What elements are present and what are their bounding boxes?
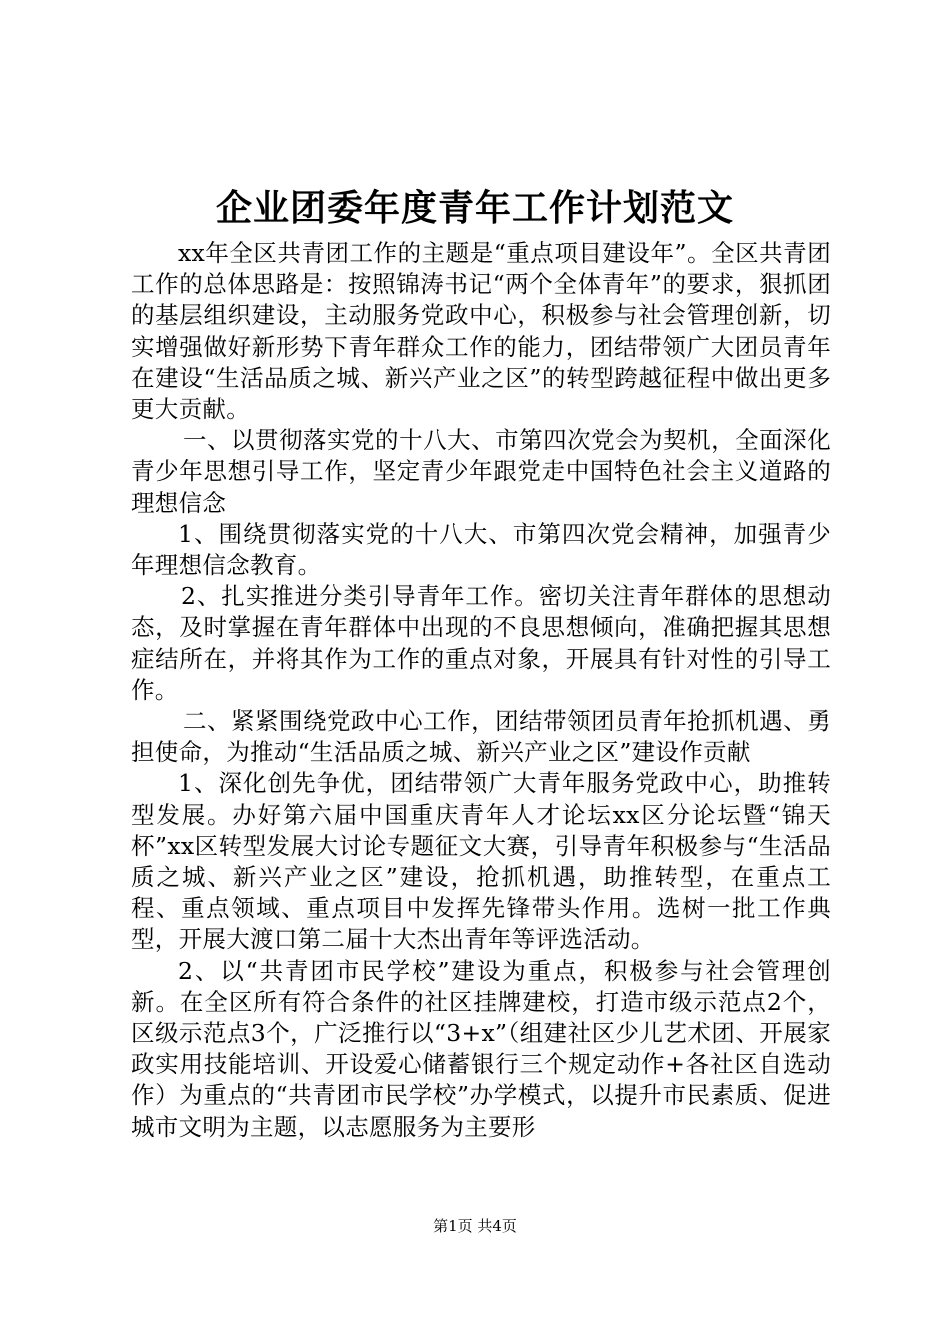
document-body [131, 238, 831, 1143]
paragraph-section-2-item-2: 2、以“共青团市民学校”建设为重点，积极参与社会管理创新。在全区所有符合条件的社区挂牌建校，打造市级示范点2个，区级示范点3个，广泛推行以“3+x”（组建社区少儿艺术团、开展家政实用技能培训、开设爱心储蓄银行三个规定动作+各社区自选动作）为重点的“共青团市民学校”办学模式，以提升市民素质、促进城市文明为主题，以志愿服务为主要形 [131, 956, 831, 1141]
paragraph-intro: xx年全区共青团工作的主题是“重点项目建设年”。全区共青团工作的总体思路是：按照锦涛书记“两个全体青年”的要求，狠抓团的基层组织建设，主动服务党政中心，积极参与社会管理创新，切实增强做好新形势下青年群众工作的能力，团结带领广大团员青年在建设“生活品质之城、新兴产业之区”的转型跨越征程中做出更多更大贡献。 [131, 239, 831, 424]
paragraph-section-1-item-2: 2、扎实推进分类引导青年工作。密切关注青年群体的思想动态，及时掌握在青年群体中出现的不良思想倾向，准确把握其思想症结所在，并将其作为工作的重点对象，开展具有针对性的引导工作。 [131, 582, 831, 704]
paragraph-section-2-item-1: 1、深化创先争优，团结带领广大青年服务党政中心，助推转型发展。办好第六届中国重庆青年人才论坛xx区分论坛暨“锦天杯”xx区转型发展大讨论专题征文大赛，引导青年积极参与“生活品质之城、新兴产业之区”建设，抢抓机遇，助推转型，在重点工程、重点领域、重点项目中发挥先锋带头作用。选树一批工作典型，开展大渡口第二届十大杰出青年等评选活动。 [131, 769, 831, 954]
paragraph-section-2-heading: 二、紧紧围绕党政中心工作，团结带领团员青年抢抓机遇、勇担使命，为推动“生活品质之城、新兴产业之区”建设作贡献 [131, 707, 831, 767]
paragraph-section-1-item-1: 1、围绕贯彻落实党的十八大、市第四次党会精神，加强青少年理想信念教育。 [131, 519, 831, 580]
paragraph-section-1-heading: 一、以贯彻落实党的十八大、市第四次党会为契机，全面深化青少年思想引导工作，坚定青少年跟党走中国特色社会主义道路的理想信念 [131, 426, 831, 517]
document-title: 企业团委年度青年工作计划范文 [215, 188, 734, 229]
page-footer: 第1页 共4页 [433, 1217, 517, 1235]
